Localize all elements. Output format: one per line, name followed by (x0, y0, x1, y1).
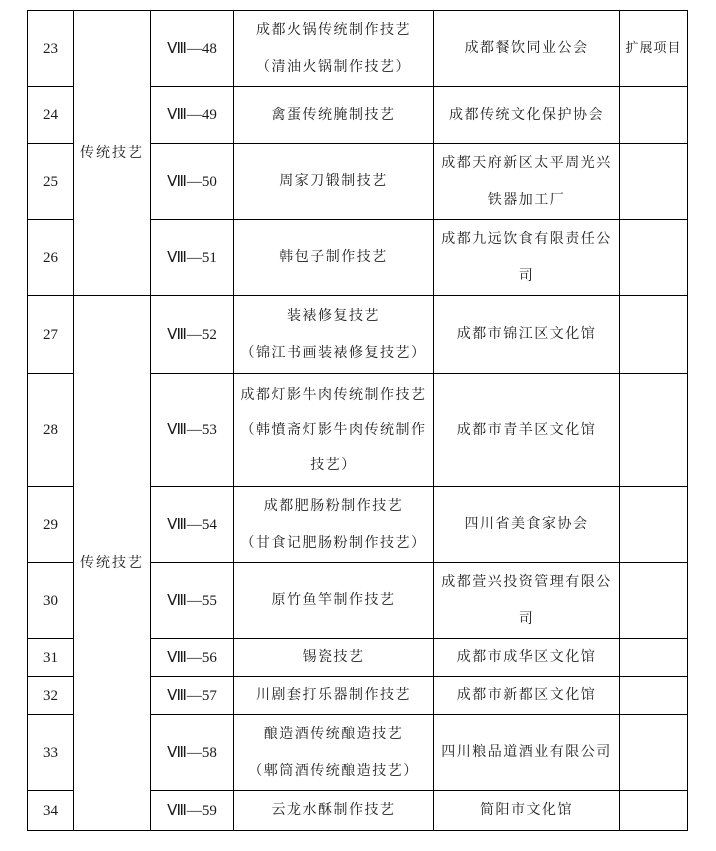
item-name-line: 禽蛋传统腌制技艺 (271, 106, 396, 123)
item-name-line: 原竹鱼竿制作技艺 (271, 592, 396, 608)
row-number: 31 (28, 639, 74, 677)
row-number: 27 (28, 296, 74, 374)
protection-unit-line: 司 (518, 610, 535, 627)
item-code: Ⅷ—53 (151, 374, 234, 487)
item-name (234, 715, 434, 791)
item-name (234, 563, 434, 639)
item-code: Ⅷ—52 (151, 296, 234, 374)
item-name-line: 川剧套打乐器制作技艺 (256, 687, 411, 703)
protection-unit-line: 成都天府新区太平周光兴 (441, 154, 612, 171)
item-name-line: （郫筒酒传统酿造技艺） (248, 762, 419, 779)
protection-unit (434, 144, 620, 220)
item-name (234, 144, 434, 220)
remark-cell (620, 87, 688, 144)
remark-cell (620, 144, 688, 220)
protection-unit (434, 374, 620, 487)
table-body (28, 11, 688, 831)
protection-unit-line: 司 (518, 267, 535, 284)
item-code: Ⅷ—54 (151, 487, 234, 563)
item-name-line: （清油火锅制作技艺） (256, 58, 411, 75)
protection-unit (434, 11, 620, 87)
item-name (234, 220, 434, 296)
item-code: Ⅷ—51 (151, 220, 234, 296)
item-name-line: （韩憤斋灯影牛肉传统制作 (240, 421, 427, 438)
protection-unit-line: 成都市锦江区文化馆 (456, 326, 597, 342)
item-code: Ⅷ—50 (151, 144, 234, 220)
protection-unit-line: 简阳市文化馆 (480, 802, 573, 818)
protection-unit (434, 296, 620, 374)
category-cell: 传统技艺 (74, 11, 151, 296)
protection-unit-line: 成都市成华区文化馆 (456, 649, 597, 665)
remark-cell: 扩展项目 (620, 11, 688, 87)
item-name-line: 成都火锅传统制作技艺 (256, 21, 411, 38)
row-number: 23 (28, 11, 74, 87)
item-code: Ⅷ—58 (151, 715, 234, 791)
remark-cell (620, 374, 688, 487)
protection-unit (434, 87, 620, 144)
remark-cell (620, 487, 688, 563)
protection-unit-line: 四川省美食家协会 (464, 516, 589, 532)
item-name-line: 云龙水酥制作技艺 (271, 802, 396, 818)
row-number: 25 (28, 144, 74, 220)
table-row (28, 296, 688, 374)
item-name-line: 技艺） (310, 456, 357, 473)
protection-unit-line: 成都萱兴投资管理有限公 (441, 573, 612, 590)
row-number: 32 (28, 677, 74, 715)
item-name (234, 374, 434, 487)
row-number: 34 (28, 791, 74, 831)
remark-cell (620, 791, 688, 831)
remark-cell (620, 220, 688, 296)
protection-unit-line: 成都市青羊区文化馆 (456, 421, 597, 438)
protection-unit-line: 四川粮品道酒业有限公司 (441, 744, 612, 760)
item-name-line: （锦江书画装裱修复技艺） (240, 344, 427, 361)
item-name (234, 791, 434, 831)
item-name (234, 677, 434, 715)
protection-unit (434, 791, 620, 831)
remark-cell (620, 563, 688, 639)
item-code: Ⅷ—49 (151, 87, 234, 144)
row-number: 28 (28, 374, 74, 487)
item-name-line: 成都灯影牛肉传统制作技艺 (240, 386, 427, 403)
item-name-line: 成都肥肠粉制作技艺 (263, 497, 404, 514)
heritage-list-table (27, 10, 688, 831)
protection-unit-line: 成都传统文化保护协会 (449, 106, 604, 123)
protection-unit (434, 220, 620, 296)
row-number: 24 (28, 87, 74, 144)
item-code: Ⅷ—48 (151, 11, 234, 87)
item-name-line: 韩包子制作技艺 (279, 249, 388, 265)
remark-cell (620, 715, 688, 791)
protection-unit (434, 639, 620, 677)
item-name (234, 87, 434, 144)
protection-unit-line: 成都餐饮同业公会 (464, 40, 589, 56)
item-code: Ⅷ—56 (151, 639, 234, 677)
protection-unit (434, 677, 620, 715)
protection-unit-line: 成都市新都区文化馆 (456, 687, 597, 703)
remark-cell (620, 639, 688, 677)
row-number: 29 (28, 487, 74, 563)
row-number: 26 (28, 220, 74, 296)
item-name (234, 487, 434, 563)
item-name-line: 周家刀锻制技艺 (279, 173, 388, 189)
remark-cell (620, 296, 688, 374)
protection-unit-line: 铁器加工厂 (487, 191, 566, 208)
item-name-line: 装裱修复技艺 (287, 307, 380, 324)
item-code: Ⅷ—57 (151, 677, 234, 715)
protection-unit-line: 成都九远饮食有限责任公 (441, 230, 612, 247)
protection-unit (434, 715, 620, 791)
item-name (234, 296, 434, 374)
row-number: 33 (28, 715, 74, 791)
item-name-line: 锡瓷技艺 (302, 649, 365, 665)
item-name (234, 639, 434, 677)
item-code: Ⅷ—55 (151, 563, 234, 639)
protection-unit (434, 487, 620, 563)
item-name-line: 酿造酒传统酿造技艺 (263, 725, 404, 742)
category-cell: 传统技艺 (74, 296, 151, 831)
table-row (28, 11, 688, 87)
row-number: 30 (28, 563, 74, 639)
item-name-line: （甘食记肥肠粉制作技艺） (240, 534, 427, 551)
item-name (234, 11, 434, 87)
item-code: Ⅷ—59 (151, 791, 234, 831)
protection-unit (434, 563, 620, 639)
remark-cell (620, 677, 688, 715)
